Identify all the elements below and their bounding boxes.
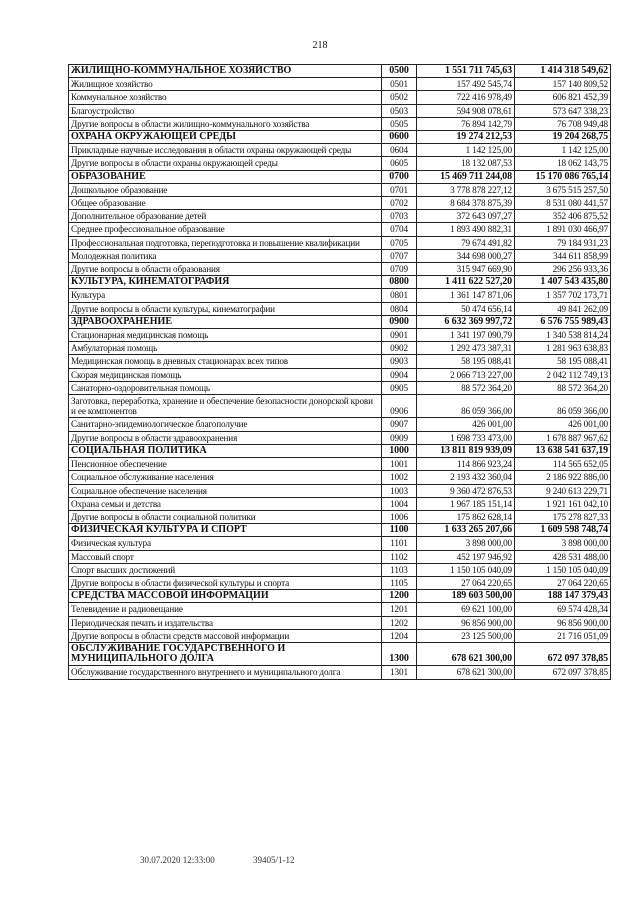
row-value-2-cell: 3 898 000,00 xyxy=(515,537,611,550)
section-row xyxy=(69,131,611,144)
row-code-cell: 0709 xyxy=(382,263,417,276)
table-row xyxy=(69,484,611,497)
row-code-cell: 0900 xyxy=(382,315,417,328)
table-row xyxy=(69,537,611,550)
row-value-2-cell: 8 531 080 441,57 xyxy=(515,197,611,210)
row-value-1-cell: 1 411 622 527,20 xyxy=(417,276,515,289)
row-name-cell: Среднее профессиональное образование xyxy=(69,223,382,236)
row-code-cell: 1103 xyxy=(382,563,417,576)
footer xyxy=(140,855,331,865)
row-name-cell: ЖИЛИЩНО-КОММУНАЛЬНОЕ ХОЗЯЙСТВО xyxy=(69,65,382,78)
row-name-cell: ЗДРАВООХРАНЕНИЕ xyxy=(69,315,382,328)
table-row xyxy=(69,458,611,471)
table-row xyxy=(69,576,611,589)
row-name-cell: Спорт высших достижений xyxy=(69,563,382,576)
row-value-1-cell: 678 621 300,00 xyxy=(417,666,515,679)
table-row xyxy=(69,197,611,210)
row-code-cell: 1202 xyxy=(382,616,417,629)
row-name-cell: Санаторно-оздоровительная помощь xyxy=(69,381,382,394)
row-value-2-cell: 18 062 143,75 xyxy=(515,157,611,170)
row-value-1-cell: 76 894 142,79 xyxy=(417,117,515,130)
row-value-2-cell: 1 407 543 435,80 xyxy=(515,276,611,289)
row-value-1-cell: 23 125 500,00 xyxy=(417,629,515,642)
row-value-2-cell: 19 204 268,75 xyxy=(515,131,611,144)
row-value-1-cell: 678 621 300,00 xyxy=(417,642,515,665)
table-row xyxy=(69,91,611,104)
table-row xyxy=(69,431,611,444)
row-code-cell: 1105 xyxy=(382,576,417,589)
row-name-cell: Другие вопросы в области социальной политики xyxy=(69,510,382,523)
row-value-2-cell: 114 565 652,05 xyxy=(515,458,611,471)
row-value-2-cell: 296 256 933,36 xyxy=(515,263,611,276)
row-value-2-cell: 1 678 887 967,62 xyxy=(515,431,611,444)
row-value-2-cell: 606 821 452,39 xyxy=(515,91,611,104)
table-row xyxy=(69,236,611,249)
row-name-cell: Культура xyxy=(69,289,382,302)
table-row xyxy=(69,104,611,117)
row-code-cell: 0600 xyxy=(382,131,417,144)
section-row xyxy=(69,444,611,457)
row-code-cell: 1003 xyxy=(382,484,417,497)
row-code-cell: 0907 xyxy=(382,418,417,431)
row-code-cell: 0700 xyxy=(382,170,417,183)
row-code-cell: 1102 xyxy=(382,550,417,563)
row-value-2-cell: 175 278 827,33 xyxy=(515,510,611,523)
row-value-2-cell: 672 097 378,85 xyxy=(515,642,611,665)
row-code-cell: 1300 xyxy=(382,642,417,665)
row-name-cell: Дошкольное образование xyxy=(69,183,382,196)
row-code-cell: 1004 xyxy=(382,497,417,510)
row-value-1-cell: 1 967 185 151,14 xyxy=(417,497,515,510)
row-code-cell: 1002 xyxy=(382,471,417,484)
row-value-2-cell: 157 140 809,52 xyxy=(515,78,611,91)
row-value-2-cell: 15 170 086 765,14 xyxy=(515,170,611,183)
row-code-cell: 0904 xyxy=(382,368,417,381)
row-value-2-cell: 3 675 515 257,50 xyxy=(515,183,611,196)
row-name-cell: Профессиональная подготовка, переподготовка и повышение квалификации xyxy=(69,236,382,249)
row-code-cell: 1301 xyxy=(382,666,417,679)
row-value-1-cell: 79 674 491,82 xyxy=(417,236,515,249)
section-row xyxy=(69,276,611,289)
row-value-2-cell: 1 891 030 466,97 xyxy=(515,223,611,236)
row-value-2-cell: 1 921 161 042,10 xyxy=(515,497,611,510)
row-value-1-cell: 2 193 432 360,04 xyxy=(417,471,515,484)
table-row xyxy=(69,381,611,394)
row-name-cell: ФИЗИЧЕСКАЯ КУЛЬТУРА И СПОРТ xyxy=(69,524,382,537)
row-value-1-cell: 426 001,00 xyxy=(417,418,515,431)
table-row xyxy=(69,418,611,431)
row-name-cell: ОХРАНА ОКРУЖАЮЩЕЙ СРЕДЫ xyxy=(69,131,382,144)
row-code-cell: 1201 xyxy=(382,603,417,616)
table-row xyxy=(69,289,611,302)
table-row xyxy=(69,510,611,523)
row-name-cell: Другие вопросы в области охраны окружающей среды xyxy=(69,157,382,170)
row-code-cell: 1204 xyxy=(382,629,417,642)
row-code-cell: 1200 xyxy=(382,590,417,603)
row-value-1-cell: 1 361 147 871,06 xyxy=(417,289,515,302)
row-code-cell: 0702 xyxy=(382,197,417,210)
row-code-cell: 0505 xyxy=(382,117,417,130)
budget-table-body xyxy=(69,65,611,680)
row-name-cell: Заготовка, переработка, хранение и обеспечение безопасности донорской крови и ее компонентов xyxy=(69,395,382,418)
table-row xyxy=(69,302,611,315)
page-number: 218 xyxy=(312,40,328,51)
row-code-cell: 1000 xyxy=(382,444,417,457)
row-name-cell: Охрана семьи и детства xyxy=(69,497,382,510)
row-name-cell: Коммунальное хозяйство xyxy=(69,91,382,104)
footer-timestamp: 30.07.2020 12:33:00 xyxy=(140,855,215,865)
table-row xyxy=(69,666,611,679)
row-code-cell: 0605 xyxy=(382,157,417,170)
row-name-cell: Другие вопросы в области здравоохранения xyxy=(69,431,382,444)
row-code-cell: 0902 xyxy=(382,342,417,355)
row-value-1-cell: 9 360 472 876,53 xyxy=(417,484,515,497)
row-value-1-cell: 13 811 819 939,09 xyxy=(417,444,515,457)
row-name-cell: Пенсионное обеспечение xyxy=(69,458,382,471)
row-name-cell: Другие вопросы в области культуры, кинематографии xyxy=(69,302,382,315)
row-value-1-cell: 50 474 656,14 xyxy=(417,302,515,315)
row-code-cell: 0500 xyxy=(382,65,417,78)
table-row xyxy=(69,629,611,642)
row-name-cell: Другие вопросы в области физической культуры и спорта xyxy=(69,576,382,589)
row-value-2-cell: 88 572 364,20 xyxy=(515,381,611,394)
row-name-cell: СРЕДСТВА МАССОВОЙ ИНФОРМАЦИИ xyxy=(69,590,382,603)
row-code-cell: 0903 xyxy=(382,355,417,368)
row-value-2-cell: 13 638 541 637,19 xyxy=(515,444,611,457)
row-name-cell: Социальное обслуживание населения xyxy=(69,471,382,484)
row-name-cell: Другие вопросы в области образования xyxy=(69,263,382,276)
row-value-1-cell: 1 893 490 882,31 xyxy=(417,223,515,236)
row-value-1-cell: 86 059 366,00 xyxy=(417,395,515,418)
row-code-cell: 0804 xyxy=(382,302,417,315)
row-code-cell: 1101 xyxy=(382,537,417,550)
row-name-cell: Обслуживание государственного внутреннего и муниципального долга xyxy=(69,666,382,679)
row-name-cell: Другие вопросы в области средств массовой информации xyxy=(69,629,382,642)
row-value-1-cell: 19 274 212,53 xyxy=(417,131,515,144)
row-code-cell: 0800 xyxy=(382,276,417,289)
table-row xyxy=(69,550,611,563)
row-value-1-cell: 69 621 100,00 xyxy=(417,603,515,616)
row-value-1-cell: 452 197 946,92 xyxy=(417,550,515,563)
table-row xyxy=(69,157,611,170)
section-row xyxy=(69,170,611,183)
row-value-2-cell: 426 001,00 xyxy=(515,418,611,431)
row-value-2-cell: 76 708 949,48 xyxy=(515,117,611,130)
table-row xyxy=(69,342,611,355)
row-code-cell: 0707 xyxy=(382,249,417,262)
row-value-1-cell: 189 603 500,00 xyxy=(417,590,515,603)
table-row xyxy=(69,603,611,616)
row-value-1-cell: 1 341 197 090,79 xyxy=(417,329,515,342)
row-value-1-cell: 1 698 733 473,00 xyxy=(417,431,515,444)
row-value-2-cell: 86 059 366,00 xyxy=(515,395,611,418)
row-value-1-cell: 1 551 711 745,63 xyxy=(417,65,515,78)
row-value-1-cell: 1 142 125,00 xyxy=(417,144,515,157)
row-value-2-cell: 2 042 112 749,13 xyxy=(515,368,611,381)
row-value-2-cell: 96 856 900,00 xyxy=(515,616,611,629)
row-value-2-cell: 344 611 858,99 xyxy=(515,249,611,262)
row-value-2-cell: 21 716 051,09 xyxy=(515,629,611,642)
table-row xyxy=(69,368,611,381)
row-name-cell: Другие вопросы в области жилищно-коммунального хозяйства xyxy=(69,117,382,130)
row-code-cell: 0502 xyxy=(382,91,417,104)
row-name-cell: Общее образование xyxy=(69,197,382,210)
row-name-cell: ОБРАЗОВАНИЕ xyxy=(69,170,382,183)
row-code-cell: 0704 xyxy=(382,223,417,236)
row-value-2-cell: 1 150 105 040,09 xyxy=(515,563,611,576)
row-value-1-cell: 88 572 364,20 xyxy=(417,381,515,394)
row-value-1-cell: 27 064 220,65 xyxy=(417,576,515,589)
row-value-1-cell: 1 150 105 040,09 xyxy=(417,563,515,576)
section-row xyxy=(69,642,611,665)
row-code-cell: 0905 xyxy=(382,381,417,394)
row-value-1-cell: 18 132 087,53 xyxy=(417,157,515,170)
row-value-1-cell: 3 898 000,00 xyxy=(417,537,515,550)
row-code-cell: 0703 xyxy=(382,210,417,223)
row-name-cell: Амбулаторная помощь xyxy=(69,342,382,355)
row-value-2-cell: 352 406 875,52 xyxy=(515,210,611,223)
row-value-2-cell: 573 647 338,23 xyxy=(515,104,611,117)
row-code-cell: 0909 xyxy=(382,431,417,444)
table-row xyxy=(69,183,611,196)
row-code-cell: 0604 xyxy=(382,144,417,157)
table-row xyxy=(69,563,611,576)
row-value-2-cell: 1 357 702 173,71 xyxy=(515,289,611,302)
section-row xyxy=(69,65,611,78)
row-value-1-cell: 722 416 978,49 xyxy=(417,91,515,104)
table-row xyxy=(69,249,611,262)
row-value-1-cell: 594 908 078,61 xyxy=(417,104,515,117)
row-value-2-cell: 1 609 598 748,74 xyxy=(515,524,611,537)
row-value-1-cell: 175 862 628,14 xyxy=(417,510,515,523)
row-name-cell: Дополнительное образование детей xyxy=(69,210,382,223)
footer-doc-id: 39405/1-12 xyxy=(253,855,295,865)
row-value-2-cell: 6 576 755 989,43 xyxy=(515,315,611,328)
row-code-cell: 0901 xyxy=(382,329,417,342)
table-row xyxy=(69,471,611,484)
section-row xyxy=(69,524,611,537)
row-code-cell: 1006 xyxy=(382,510,417,523)
table-row xyxy=(69,210,611,223)
row-name-cell: СОЦИАЛЬНАЯ ПОЛИТИКА xyxy=(69,444,382,457)
table-row xyxy=(69,355,611,368)
row-code-cell: 0801 xyxy=(382,289,417,302)
row-value-2-cell: 1 340 538 814,24 xyxy=(515,329,611,342)
row-name-cell: Жилищное хозяйство xyxy=(69,78,382,91)
row-name-cell: Периодическая печать и издательства xyxy=(69,616,382,629)
row-value-1-cell: 1 633 265 207,66 xyxy=(417,524,515,537)
row-name-cell: Физическая культура xyxy=(69,537,382,550)
row-value-2-cell: 9 240 613 229,71 xyxy=(515,484,611,497)
row-name-cell: Скорая медицинская помощь xyxy=(69,368,382,381)
row-value-1-cell: 372 643 097,27 xyxy=(417,210,515,223)
row-value-1-cell: 6 632 369 997,72 xyxy=(417,315,515,328)
table-row xyxy=(69,223,611,236)
table-row xyxy=(69,497,611,510)
table-row xyxy=(69,144,611,157)
row-value-2-cell: 79 184 931,23 xyxy=(515,236,611,249)
row-code-cell: 0503 xyxy=(382,104,417,117)
row-value-2-cell: 58 195 088,41 xyxy=(515,355,611,368)
table-row xyxy=(69,395,611,418)
row-code-cell: 0906 xyxy=(382,395,417,418)
row-value-2-cell: 2 186 922 886,00 xyxy=(515,471,611,484)
table-row xyxy=(69,117,611,130)
row-value-1-cell: 8 684 378 875,39 xyxy=(417,197,515,210)
row-name-cell: Медицинская помощь в дневных стационарах всех типов xyxy=(69,355,382,368)
row-value-2-cell: 672 097 378,85 xyxy=(515,666,611,679)
row-code-cell: 0501 xyxy=(382,78,417,91)
row-value-1-cell: 114 866 923,24 xyxy=(417,458,515,471)
row-value-1-cell: 315 947 669,90 xyxy=(417,263,515,276)
row-value-2-cell: 428 531 488,00 xyxy=(515,550,611,563)
row-value-2-cell: 27 064 220,65 xyxy=(515,576,611,589)
table-row xyxy=(69,616,611,629)
row-name-cell: КУЛЬТУРА, КИНЕМАТОГРАФИЯ xyxy=(69,276,382,289)
row-code-cell: 0705 xyxy=(382,236,417,249)
row-value-1-cell: 157 492 545,74 xyxy=(417,78,515,91)
row-value-2-cell: 49 841 262,09 xyxy=(515,302,611,315)
row-value-2-cell: 1 142 125,00 xyxy=(515,144,611,157)
row-name-cell: ОБСЛУЖИВАНИЕ ГОСУДАРСТВЕННОГО И МУНИЦИПАЛЬНОГО ДОЛГА xyxy=(69,642,382,665)
row-name-cell: Санитарно-эпидемиологическое благополучие xyxy=(69,418,382,431)
table-row xyxy=(69,329,611,342)
row-name-cell: Стационарная медицинская помощь xyxy=(69,329,382,342)
row-code-cell: 1001 xyxy=(382,458,417,471)
row-code-cell: 1100 xyxy=(382,524,417,537)
row-value-1-cell: 96 856 900,00 xyxy=(417,616,515,629)
section-row xyxy=(69,590,611,603)
row-name-cell: Массовый спорт xyxy=(69,550,382,563)
row-value-2-cell: 188 147 379,43 xyxy=(515,590,611,603)
row-name-cell: Прикладные научные исследования в области охраны окружающей среды xyxy=(69,144,382,157)
row-value-1-cell: 3 778 878 227,12 xyxy=(417,183,515,196)
row-value-1-cell: 344 698 000,27 xyxy=(417,249,515,262)
row-value-1-cell: 58 195 088,41 xyxy=(417,355,515,368)
row-value-1-cell: 1 292 473 387,31 xyxy=(417,342,515,355)
row-value-2-cell: 1 281 963 638,83 xyxy=(515,342,611,355)
row-value-1-cell: 2 066 713 227,00 xyxy=(417,368,515,381)
row-name-cell: Социальное обеспечение населения xyxy=(69,484,382,497)
budget-table xyxy=(68,64,611,680)
row-value-2-cell: 69 574 428,34 xyxy=(515,603,611,616)
row-name-cell: Благоустройство xyxy=(69,104,382,117)
table-row xyxy=(69,263,611,276)
row-value-2-cell: 1 414 318 549,62 xyxy=(515,65,611,78)
section-row xyxy=(69,315,611,328)
table-row xyxy=(69,78,611,91)
row-name-cell: Молодежная политика xyxy=(69,249,382,262)
row-code-cell: 0701 xyxy=(382,183,417,196)
row-name-cell: Телевидение и радиовещание xyxy=(69,603,382,616)
row-value-1-cell: 15 469 711 244,08 xyxy=(417,170,515,183)
